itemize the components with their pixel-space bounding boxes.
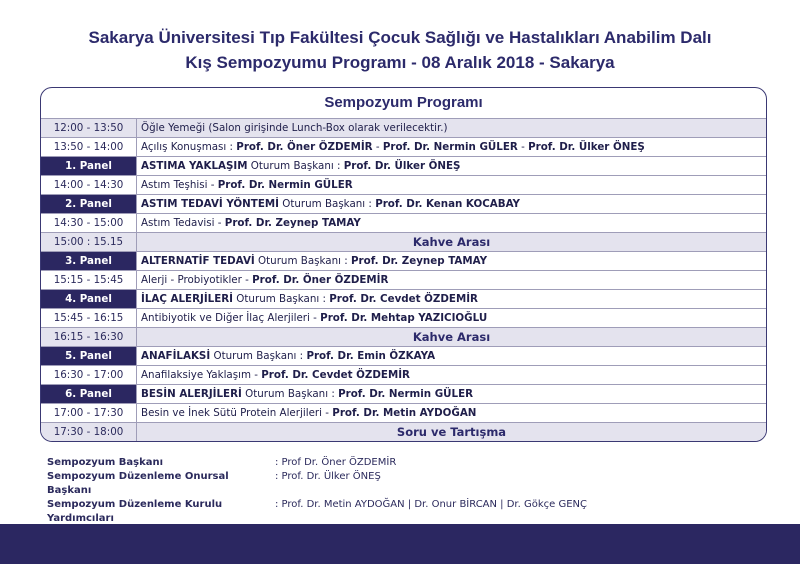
row-time: 2. Panel <box>41 195 137 213</box>
row-time: 17:00 - 17:30 <box>41 404 137 422</box>
description-part: Anafilaksiye Yaklaşım - <box>141 369 262 381</box>
row-time: 15:45 - 16:15 <box>41 309 137 327</box>
row-time: 17:30 - 18:00 <box>41 423 137 441</box>
panel-row <box>41 251 766 270</box>
description-part: Prof. Dr. Ülker ÖNEŞ <box>343 160 461 172</box>
description-part: Oturum Başkanı : <box>278 198 376 210</box>
description-part: Prof. Dr. Cevdet ÖZDEMİR <box>261 369 410 381</box>
row-time: 4. Panel <box>41 290 137 308</box>
description-part: Oturum Başkanı : <box>233 293 330 305</box>
description-part: ASTIMA YAKLAŞIM <box>141 160 248 172</box>
row-time: 14:30 - 15:00 <box>41 214 137 232</box>
committee-row <box>47 470 587 498</box>
description-part: Prof. Dr. Nermin GÜLER <box>382 141 518 153</box>
row-description <box>137 423 766 441</box>
row-description <box>137 195 766 213</box>
committee-members: : Prof Dr. Öner ÖZDEMİR <box>275 457 397 468</box>
schedule-row <box>41 270 766 289</box>
break-row <box>41 327 766 346</box>
row-description <box>137 328 766 346</box>
description-part: Prof. Dr. Ülker ÖNEŞ <box>528 141 645 153</box>
row-time: 6. Panel <box>41 385 137 403</box>
description-part: Kahve Arası <box>412 235 491 249</box>
row-description <box>137 347 766 365</box>
description-part: Prof. Dr. Kenan KOCABAY <box>375 198 521 210</box>
description-part: Prof. Dr. Emin ÖZKAYA <box>306 350 436 362</box>
row-description <box>137 176 766 194</box>
schedule-row <box>41 118 766 137</box>
row-description <box>137 138 766 156</box>
description-part: Prof. Dr. Öner ÖZDEMİR <box>236 141 373 153</box>
description-part: Prof. Dr. Öner ÖZDEMİR <box>252 274 389 286</box>
committee-members: : Prof. Dr. Metin AYDOĞAN | Dr. Onur BİRCAN | Dr. Gökçe GENÇ <box>275 499 587 510</box>
description-part: BESİN ALERJİLERİ <box>141 388 242 400</box>
panel-row <box>41 289 766 308</box>
row-time: 5. Panel <box>41 347 137 365</box>
description-part: - <box>372 141 383 153</box>
row-description <box>137 404 766 422</box>
row-time: 3. Panel <box>41 252 137 270</box>
description-part: ASTIM TEDAVİ YÖNTEMİ <box>141 198 279 210</box>
schedule-row <box>41 308 766 327</box>
description-part: Prof. Dr. Nermin GÜLER <box>217 179 353 191</box>
description-part: ALTERNATİF TEDAVİ <box>141 255 255 267</box>
panel-row <box>41 384 766 403</box>
description-part: Soru ve Tartışma <box>396 425 507 439</box>
row-description <box>137 233 766 251</box>
description-part: İLAÇ ALERJİLERİ <box>141 293 234 305</box>
description-part: Öğle Yemeği (Salon girişinde Lunch-Box olarak verilecektir.) <box>141 122 448 134</box>
row-description <box>137 309 766 327</box>
description-part: Oturum Başkanı : <box>210 350 307 362</box>
schedule-row <box>41 403 766 422</box>
description-part: Astım Teşhisi - <box>141 179 218 191</box>
committee-members: : Prof. Dr. Ülker ÖNEŞ <box>275 471 381 482</box>
program-rows <box>41 118 766 441</box>
description-part: Prof. Dr. Zeynep TAMAY <box>224 217 361 229</box>
description-part: Astım Tedavisi - <box>141 217 225 229</box>
page-subtitle: Kış Sempozyumu Programı - 08 Aralık 2018 - Sakarya <box>185 53 615 72</box>
row-description <box>137 157 766 175</box>
row-description <box>137 252 766 270</box>
break-row <box>41 422 766 441</box>
break-row <box>41 232 766 251</box>
panel-row <box>41 194 766 213</box>
schedule-row <box>41 365 766 384</box>
committee-row <box>47 498 587 526</box>
row-time: 16:15 - 16:30 <box>41 328 137 346</box>
page-title: Sakarya Üniversitesi Tıp Fakültesi Çocuk Sağlığı ve Hastalıkları Anabilim Dalı <box>88 28 712 47</box>
description-part: Açılış Konuşması : <box>141 141 237 153</box>
row-description <box>137 119 766 137</box>
committee-role: Sempozyum Düzenleme Onursal Başkanı <box>47 471 229 496</box>
description-part: Oturum Başkanı : <box>241 388 339 400</box>
description-part: Prof. Dr. Metin AYDOĞAN <box>332 407 477 419</box>
committee-role: Sempozyum Düzenleme Kurulu Yardımcıları <box>47 499 223 524</box>
row-time: 16:30 - 17:00 <box>41 366 137 384</box>
schedule-row <box>41 175 766 194</box>
row-time: 1. Panel <box>41 157 137 175</box>
description-part: Antibiyotik ve Diğer İlaç Alerjileri - <box>141 312 321 324</box>
row-description <box>137 290 766 308</box>
row-description <box>137 271 766 289</box>
row-time: 13:50 - 14:00 <box>41 138 137 156</box>
schedule-row <box>41 213 766 232</box>
row-description <box>137 366 766 384</box>
program-heading: Sempozyum Programı <box>324 94 483 111</box>
description-part: Prof. Dr. Mehtap YAZICIOĞLU <box>320 312 488 324</box>
description-part: Kahve Arası <box>412 330 491 344</box>
description-part: Oturum Başkanı : <box>247 160 344 172</box>
row-description <box>137 385 766 403</box>
panel-row <box>41 346 766 365</box>
description-part: Besin ve İnek Sütü Protein Alerjileri - <box>141 407 333 419</box>
bottom-band <box>0 524 800 564</box>
row-description <box>137 214 766 232</box>
description-part: ANAFİLAKSİ <box>141 350 211 362</box>
row-time: 15:15 - 15:45 <box>41 271 137 289</box>
row-time: 15:00 : 15.15 <box>41 233 137 251</box>
description-part: Prof. Dr. Nermin GÜLER <box>338 388 474 400</box>
description-part: Oturum Başkanı : <box>254 255 351 267</box>
description-part: Prof. Dr. Zeynep TAMAY <box>351 255 488 267</box>
committee-row <box>47 456 587 470</box>
description-part: Prof. Dr. Cevdet ÖZDEMİR <box>329 293 478 305</box>
row-time: 14:00 - 14:30 <box>41 176 137 194</box>
program-table <box>40 87 767 442</box>
committee-role: Sempozyum Başkanı <box>47 457 164 468</box>
schedule-row <box>41 137 766 156</box>
description-part: - <box>517 141 529 153</box>
description-part: Alerji - Probiyotikler - <box>141 274 253 286</box>
panel-row <box>41 156 766 175</box>
row-time: 12:00 - 13:50 <box>41 119 137 137</box>
